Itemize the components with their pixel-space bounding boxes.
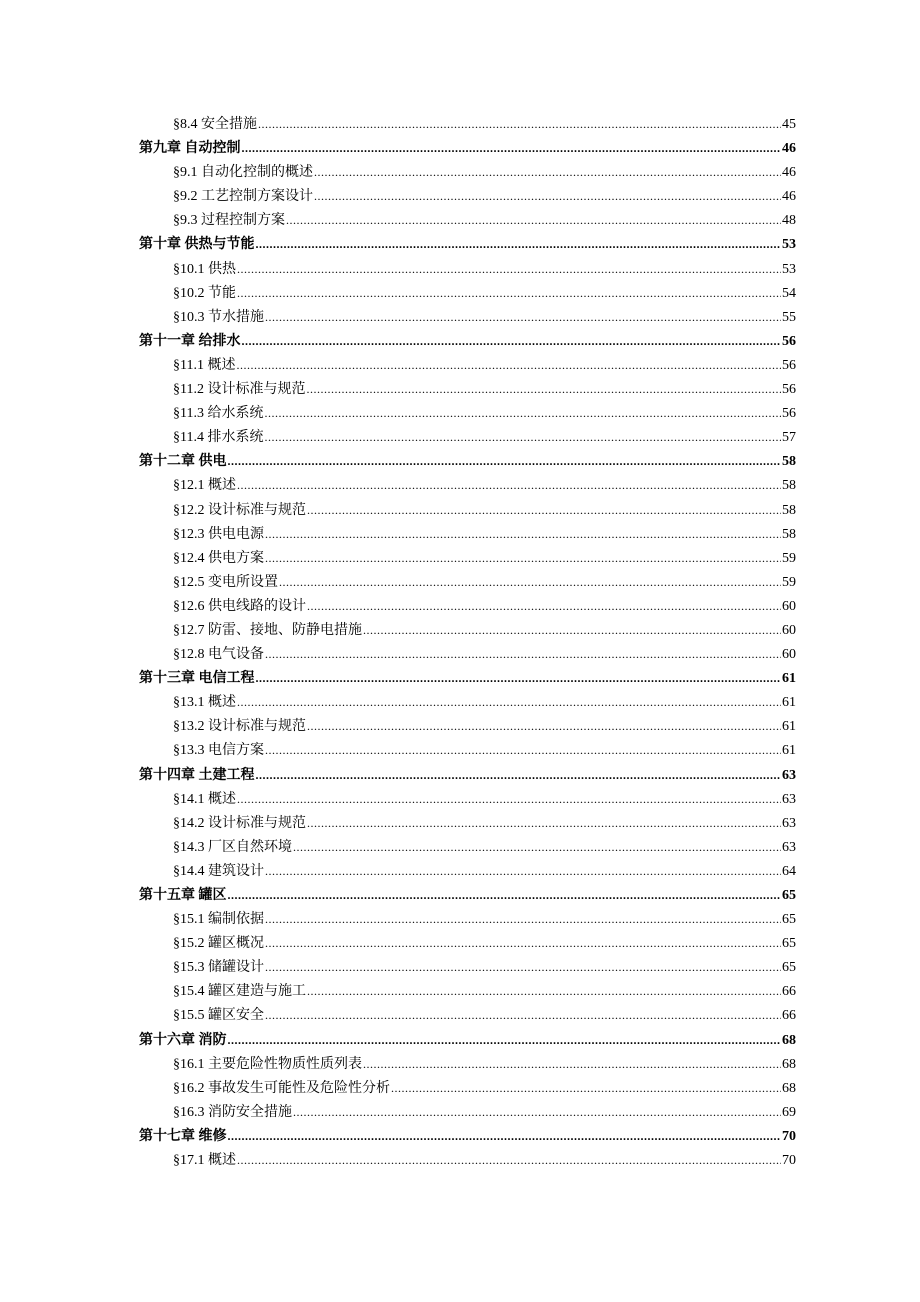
toc-entry-title: §12.6 供电线路的设计: [173, 598, 306, 614]
toc-section-entry[interactable]: [139, 570, 796, 594]
toc-page-number: 60: [782, 622, 796, 638]
toc-entry-title: §10.2 节能: [173, 285, 236, 301]
toc-section-entry[interactable]: [139, 546, 796, 570]
toc-entry-title: §13.1 概述: [173, 695, 236, 711]
toc-entry-title: §14.2 设计标准与规范: [173, 815, 306, 831]
toc-section-entry[interactable]: [139, 473, 796, 497]
toc-leader-dots: [256, 666, 782, 690]
toc-entry-title: §10.3 节水措施: [173, 309, 264, 325]
toc-leader-dots: [293, 1100, 781, 1124]
toc-section-entry[interactable]: [139, 257, 796, 281]
toc-page-number: 60: [782, 598, 796, 614]
toc-entry-title: §16.2 事故发生可能性及危险性分析: [173, 1080, 390, 1096]
toc-section-entry[interactable]: [139, 353, 796, 377]
toc-section-entry[interactable]: [139, 594, 796, 618]
toc-leader-dots: [307, 979, 781, 1003]
toc-chapter-entry[interactable]: [139, 1124, 796, 1148]
toc-section-entry[interactable]: [139, 305, 796, 329]
toc-leader-dots: [265, 859, 781, 883]
toc-leader-dots: [237, 1148, 781, 1172]
toc-entry-title: §16.1 主要危险性物质性质列表: [173, 1056, 362, 1072]
toc-section-entry[interactable]: [139, 1100, 796, 1124]
toc-section-entry[interactable]: [139, 425, 796, 449]
toc-page-number: 68: [782, 1056, 796, 1072]
toc-page-number: 61: [782, 743, 796, 759]
toc-leader-dots: [228, 449, 782, 473]
toc-leader-dots: [228, 1124, 782, 1148]
toc-entry-title: 第十二章 供电: [139, 454, 227, 470]
toc-entry-title: §13.2 设计标准与规范: [173, 719, 306, 735]
toc-entry-title: §12.5 变电所设置: [173, 574, 278, 590]
toc-entry-title: §12.1 概述: [173, 478, 236, 494]
toc-page-number: 70: [782, 1153, 796, 1169]
toc-section-entry[interactable]: [139, 1076, 796, 1100]
toc-entry-title: §14.1 概述: [173, 791, 236, 807]
toc-page-number: 64: [782, 863, 796, 879]
toc-page-number: 63: [782, 839, 796, 855]
toc-page-number: 58: [782, 454, 796, 470]
toc-section-entry[interactable]: [139, 931, 796, 955]
toc-entry-title: §12.2 设计标准与规范: [173, 502, 306, 518]
toc-page-number: 65: [782, 912, 796, 928]
toc-entry-title: §11.1 概述: [173, 357, 236, 373]
toc-chapter-entry[interactable]: [139, 1028, 796, 1052]
toc-page-number: 56: [782, 333, 796, 349]
toc-leader-dots: [307, 498, 781, 522]
toc-leader-dots: [265, 907, 781, 931]
toc-leader-dots: [307, 714, 781, 738]
toc-entry-title: §17.1 概述: [173, 1153, 236, 1169]
toc-page-number: 46: [782, 141, 796, 157]
toc-leader-dots: [265, 522, 781, 546]
toc-section-entry[interactable]: [139, 618, 796, 642]
toc-page-number: 46: [782, 189, 796, 205]
toc-page-number: 56: [782, 382, 796, 398]
toc-page-number: 60: [782, 647, 796, 663]
table-of-contents: [139, 112, 796, 1172]
toc-entry-title: 第十六章 消防: [139, 1032, 227, 1048]
toc-chapter-entry[interactable]: [139, 449, 796, 473]
toc-entry-title: §9.2 工艺控制方案设计: [173, 189, 313, 205]
toc-leader-dots: [265, 305, 781, 329]
toc-page-number: 61: [782, 695, 796, 711]
toc-entry-title: §14.3 厂区自然环境: [173, 839, 292, 855]
toc-leader-dots: [265, 642, 781, 666]
toc-page-number: 70: [782, 1128, 796, 1144]
toc-section-entry[interactable]: [139, 787, 796, 811]
toc-entry-title: §15.1 编制依据: [173, 912, 264, 928]
toc-section-entry[interactable]: [139, 642, 796, 666]
toc-leader-dots: [363, 1052, 781, 1076]
toc-entry-title: §12.4 供电方案: [173, 550, 264, 566]
toc-chapter-entry[interactable]: [139, 329, 796, 353]
toc-section-entry[interactable]: [139, 1052, 796, 1076]
toc-leader-dots: [265, 931, 781, 955]
toc-page-number: 46: [782, 165, 796, 181]
toc-page-number: 63: [782, 815, 796, 831]
toc-section-entry[interactable]: [139, 522, 796, 546]
toc-entry-title: §15.5 罐区安全: [173, 1008, 264, 1024]
toc-leader-dots: [236, 353, 781, 377]
toc-page-number: 65: [782, 936, 796, 952]
toc-entry-title: §11.2 设计标准与规范: [173, 382, 306, 398]
toc-entry-title: §9.1 自动化控制的概述: [173, 165, 313, 181]
toc-leader-dots: [256, 763, 782, 787]
toc-section-entry[interactable]: [139, 1148, 796, 1172]
toc-leader-dots: [237, 473, 781, 497]
toc-leader-dots: [265, 546, 781, 570]
toc-leader-dots: [237, 787, 781, 811]
toc-section-entry[interactable]: [139, 955, 796, 979]
toc-section-entry[interactable]: [139, 208, 796, 232]
toc-section-entry[interactable]: [139, 184, 796, 208]
toc-entry-title: §12.7 防雷、接地、防静电措施: [173, 622, 362, 638]
toc-section-entry[interactable]: [139, 979, 796, 1003]
toc-entry-title: 第九章 自动控制: [139, 141, 241, 157]
toc-page-number: 57: [782, 430, 796, 446]
toc-page-number: 65: [782, 960, 796, 976]
toc-section-entry[interactable]: [139, 738, 796, 762]
toc-leader-dots: [228, 1028, 782, 1052]
toc-page-number: 58: [782, 526, 796, 542]
toc-page-number: 53: [782, 261, 796, 277]
toc-entry-title: §11.4 排水系统: [173, 430, 264, 446]
toc-leader-dots: [286, 208, 781, 232]
toc-section-entry[interactable]: [139, 1003, 796, 1027]
toc-entry-title: §14.4 建筑设计: [173, 863, 264, 879]
toc-page-number: 69: [782, 1104, 796, 1120]
toc-chapter-entry[interactable]: [139, 666, 796, 690]
toc-entry-title: §10.1 供热: [173, 261, 236, 277]
toc-section-entry[interactable]: [139, 112, 796, 136]
toc-leader-dots: [363, 618, 781, 642]
toc-section-entry[interactable]: [139, 160, 796, 184]
toc-page-number: 55: [782, 309, 796, 325]
toc-section-entry[interactable]: [139, 714, 796, 738]
toc-entry-title: 第十章 供热与节能: [139, 237, 255, 253]
toc-leader-dots: [314, 160, 781, 184]
toc-page-number: 58: [782, 478, 796, 494]
toc-leader-dots: [391, 1076, 781, 1100]
toc-page-number: 48: [782, 213, 796, 229]
toc-entry-title: 第十一章 给排水: [139, 333, 241, 349]
toc-page-number: 68: [782, 1080, 796, 1096]
toc-page-number: 54: [782, 285, 796, 301]
toc-leader-dots: [256, 232, 782, 256]
toc-page-number: 56: [782, 357, 796, 373]
toc-leader-dots: [242, 329, 782, 353]
toc-chapter-entry[interactable]: [139, 883, 796, 907]
toc-chapter-entry[interactable]: [139, 763, 796, 787]
toc-leader-dots: [242, 136, 782, 160]
toc-section-entry[interactable]: [139, 690, 796, 714]
toc-page-number: 53: [782, 237, 796, 253]
toc-page-number: 63: [782, 791, 796, 807]
toc-leader-dots: [314, 184, 781, 208]
toc-leader-dots: [265, 738, 781, 762]
toc-entry-title: §16.3 消防安全措施: [173, 1104, 292, 1120]
toc-leader-dots: [293, 835, 781, 859]
toc-leader-dots: [258, 112, 781, 136]
toc-leader-dots: [307, 811, 781, 835]
toc-entry-title: 第十七章 维修: [139, 1128, 227, 1144]
toc-leader-dots: [237, 281, 781, 305]
toc-entry-title: 第十五章 罐区: [139, 888, 227, 903]
toc-page-number: 61: [782, 671, 796, 687]
toc-chapter-entry[interactable]: [139, 232, 796, 256]
toc-entry-title: §12.3 供电电源: [173, 526, 264, 542]
toc-leader-dots: [265, 955, 781, 979]
toc-entry-title: 第十三章 电信工程: [139, 671, 255, 687]
toc-chapter-entry[interactable]: [139, 136, 796, 160]
toc-entry-title: §15.2 罐区概况: [173, 936, 264, 952]
toc-section-entry[interactable]: [139, 835, 796, 859]
toc-leader-dots: [264, 401, 781, 425]
toc-leader-dots: [306, 377, 781, 401]
toc-leader-dots: [307, 594, 781, 618]
toc-entry-title: 第十四章 土建工程: [139, 767, 255, 783]
toc-entry-title: §13.3 电信方案: [173, 743, 264, 759]
toc-section-entry[interactable]: [139, 281, 796, 305]
toc-page-number: 45: [782, 117, 796, 132]
toc-section-entry[interactable]: [139, 859, 796, 883]
toc-page-number: 59: [782, 574, 796, 590]
toc-leader-dots: [237, 257, 781, 281]
toc-page-number: 68: [782, 1032, 796, 1048]
toc-entry-title: §15.4 罐区建造与施工: [173, 984, 306, 1000]
toc-section-entry[interactable]: [139, 377, 796, 401]
toc-page-number: 61: [782, 719, 796, 735]
toc-entry-title: §9.3 过程控制方案: [173, 213, 285, 229]
toc-page-number: 66: [782, 1008, 796, 1024]
toc-entry-title: §12.8 电气设备: [173, 647, 264, 663]
toc-entry-title: §8.4 安全措施: [173, 117, 257, 132]
toc-section-entry[interactable]: [139, 401, 796, 425]
toc-leader-dots: [237, 690, 781, 714]
toc-page-number: 66: [782, 984, 796, 1000]
toc-page-number: 58: [782, 502, 796, 518]
toc-page-number: 56: [782, 406, 796, 422]
toc-entry-title: §11.3 给水系统: [173, 406, 264, 422]
toc-leader-dots: [264, 425, 781, 449]
toc-page-number: 63: [782, 767, 796, 783]
toc-section-entry[interactable]: [139, 498, 796, 522]
toc-section-entry[interactable]: [139, 907, 796, 931]
toc-page-number: 59: [782, 550, 796, 566]
toc-page-number: 65: [782, 888, 796, 903]
toc-entry-title: §15.3 储罐设计: [173, 960, 264, 976]
toc-leader-dots: [265, 1003, 781, 1027]
toc-leader-dots: [279, 570, 781, 594]
toc-leader-dots: [228, 883, 782, 907]
toc-section-entry[interactable]: [139, 811, 796, 835]
